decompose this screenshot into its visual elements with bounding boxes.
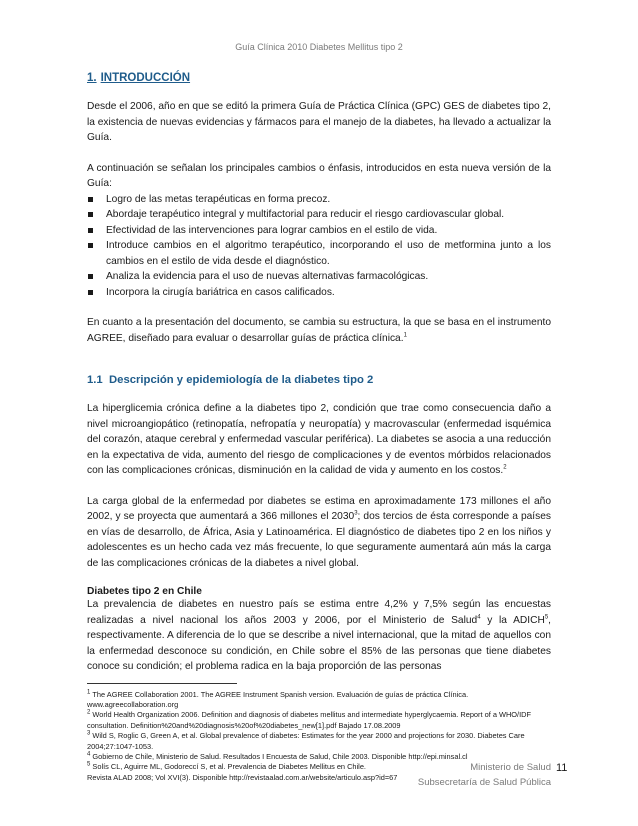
footnote: $^4$ Gobierno de Chile, Ministerio de Salud. Resultados I Encuesta de Salud, Chile 2003. Disponible http://epi.minsal.cl bbox=[87, 751, 468, 761]
page-number: 11 bbox=[556, 762, 568, 774]
footer-ministry: Ministerio de Salud bbox=[470, 762, 551, 773]
paragraph: La prevalencia de diabetes en nuestro país se estima entre 4,2% y 7,5% según las encuestas realizadas a nivel nacional los años 2003 y 2006, por el Ministerio de Salud$^4$ y la ADICH$^5$, respectivamente. A diferencia de lo que se describe a nivel internacional, que la mitad de aquellos con la enfermedad desconoce su condición, en Chile sobre el 85% de las personas que tiene diabetes conoce su condición; el problema radica en la baja proporción de las personas bbox=[87, 599, 551, 672]
footnote: $^2$ World Health Organization 2006. Definition and diagnosis of diabetes mellitus and intermediate hyperglycaemia. Report of a WHO/IDF consultation. Definition%20and%20diagnosis%20of%20diabetes_new[1].pdf Bajado 17.08.2009 bbox=[87, 709, 532, 730]
list-item: Logro de las metas terapéuticas en forma precoz. bbox=[87, 192, 551, 208]
square-bullet-icon bbox=[88, 243, 93, 248]
square-bullet-icon bbox=[88, 290, 93, 295]
section-number: 1. bbox=[87, 72, 97, 84]
paragraph: Desde el 2006, año en que se editó la primera Guía de Práctica Clínica (GPC) GES de diabetes tipo 2, la existencia de nuevas evidencias y fármacos para el manejo de la diabetes, ha llevado a actualizar la Guía. bbox=[87, 101, 551, 143]
list-item: Efectividad de las intervenciones para lograr cambios en el estilo de vida. bbox=[87, 223, 551, 239]
footnote: $^3$ Wild S, Roglic G, Green A, et al. Global prevalence of diabetes: Estimates for the year 2000 and projections for 2030. Diabetes Care 2004;27:1047-1053. bbox=[87, 730, 525, 751]
list-item: Incorpora la cirugía bariátrica en casos calificados. bbox=[87, 285, 551, 301]
paragraph: La carga global de la enfermedad por diabetes se estima en aproximadamente 173 millones el año 2002, y se proyecta que aumentará a 366 millones el 2030$^3$; dos tercios de ésta corresponde a países en vías de desarrollo, de África, Asia y Latinoamérica. El diagnóstico de diabetes tipo 2 en los niños y adolescentes es un hecho cada vez más frecuente, lo que seguramente aumentará aún más la carga de las complicaciones crónicas de la diabetes a nivel global. bbox=[87, 495, 551, 569]
footer-subsecretariat: Subsecretaría de Salud Pública bbox=[417, 777, 551, 788]
paragraph: A continuación se señalan los principales cambios o énfasis, introducidos en esta nueva versión de la Guía: bbox=[87, 162, 551, 189]
square-bullet-icon bbox=[88, 274, 93, 279]
page-content bbox=[87, 70, 551, 783]
list-item: Introduce cambios en el algoritmo terapéutico, incorporando el uso de metformina junto a los cambios en el estilo de vida desde el diagnóstico. bbox=[87, 238, 551, 269]
subsection-title: Descripción y epidemiología de la diabetes tipo 2 bbox=[109, 374, 374, 386]
footnote-ref: 2 bbox=[503, 464, 507, 471]
footnote-ref: 1 bbox=[403, 332, 407, 339]
footnote: $^1$ The AGREE Collaboration 2001. The AGREE Instrument Spanish version. Evaluación de guías de práctica Clínica. www.agreecollaboration.org bbox=[87, 689, 469, 709]
section-title: INTRODUCCIÓN bbox=[100, 72, 191, 84]
footnote: $^5$ Solís CL, Aguirre ML, Godoreccí S, et al. Prevalencia de Diabetes Mellitus en Chile. bbox=[87, 761, 366, 772]
footnote-ref: 3 bbox=[354, 510, 358, 517]
paragraph: En cuanto a la presentación del documento, se cambia su estructura, la que se basa en el instrumento AGREE, diseñado para evaluar o desarrollar guías de práctica clínica.$^1$ bbox=[87, 317, 551, 344]
list-item: Analiza la evidencia para el uso de nuevas alternativas farmacológicas. bbox=[87, 269, 551, 285]
square-bullet-icon bbox=[88, 212, 93, 217]
footnote-ref: 5 bbox=[544, 614, 549, 621]
footnote-ref: 4 bbox=[477, 614, 481, 621]
section-heading bbox=[87, 70, 551, 84]
subsection-number: 1.1 bbox=[87, 374, 103, 386]
running-header: Guía Clínica 2010 Diabetes Mellitus tipo 2 bbox=[235, 42, 403, 52]
page-footer bbox=[418, 760, 551, 790]
list-item: Abordaje terapéutico integral y multifactorial para reducir el riesgo cardiovascular global. bbox=[87, 207, 551, 223]
paragraph: La hiperglicemia crónica define a la diabetes tipo 2, condición que trae como consecuencia daño a nivel microangiopático (retinopatía, nefropatía y neuropatía) y macrovascular (enfermedad isquémica del corazón, ataque cerebral y enfermedad vascular periférica). La diabetes se asocia a una reducción en la expectativa de vida, aumento del riesgo de complicaciones y de eventos mórbidos relacionados con las complicaciones crónicas, disminución en la calidad de vida y aumento en los costos.$^2$ bbox=[87, 403, 551, 476]
subsection-heading bbox=[87, 374, 551, 386]
footnote-divider bbox=[87, 683, 237, 684]
subsubsection-heading: Diabetes tipo 2 en Chile bbox=[87, 586, 202, 597]
square-bullet-icon bbox=[88, 228, 93, 233]
bullet-list bbox=[87, 192, 551, 301]
footnote: Revista ALAD 2008; Vol XVI(3). Disponible http://revistaalad.com.ar/website/articulo.asp?id=67 bbox=[87, 772, 398, 782]
square-bullet-icon bbox=[88, 197, 93, 202]
